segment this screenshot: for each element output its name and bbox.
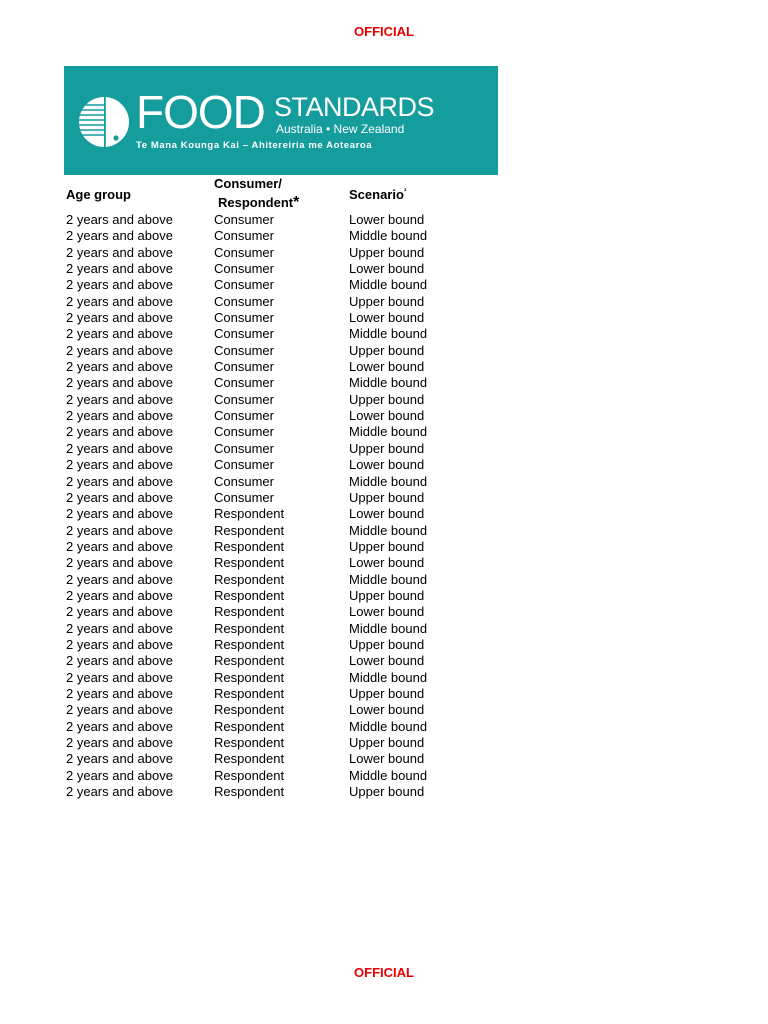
- logo-food-wordmark: FOOD: [136, 86, 265, 138]
- official-marking-bottom: OFFICIAL: [354, 965, 414, 980]
- table-row: [0, 523, 768, 539]
- cell-consumer-respondent: Consumer: [214, 359, 274, 375]
- header-age-group: Age group: [66, 187, 131, 202]
- table-row: [0, 392, 768, 408]
- header-footnote-star: *: [293, 194, 300, 211]
- cell-consumer-respondent: Consumer: [214, 391, 274, 407]
- cell-consumer-respondent: Consumer: [214, 424, 274, 440]
- cell-consumer-respondent: Respondent: [214, 669, 285, 685]
- cell-age-group: 2 years and above: [66, 522, 173, 538]
- cell-age-group: 2 years and above: [66, 767, 173, 783]
- table-row: [0, 768, 768, 784]
- cell-scenario: Upper bound: [349, 735, 425, 750]
- cell-scenario: Middle bound: [349, 718, 428, 734]
- table-row: [0, 375, 768, 391]
- cell-consumer-respondent: Consumer: [214, 342, 274, 358]
- data-table-body: [0, 212, 768, 800]
- cell-consumer-respondent: Respondent: [214, 620, 285, 636]
- table-row: [0, 653, 768, 669]
- table-row: [0, 277, 768, 293]
- table-row: [0, 702, 768, 718]
- cell-consumer-respondent: Consumer: [214, 212, 274, 227]
- cell-scenario: Middle bound: [349, 473, 428, 489]
- cell-age-group: 2 years and above: [66, 620, 173, 636]
- cell-consumer-respondent: Consumer: [214, 440, 274, 456]
- cell-consumer-respondent: Consumer: [214, 228, 274, 244]
- table-row: [0, 424, 768, 440]
- cell-consumer-respondent: Consumer: [214, 293, 274, 309]
- cell-consumer-respondent: Respondent: [214, 751, 285, 767]
- table-row: [0, 637, 768, 653]
- table-row: [0, 539, 768, 555]
- cell-scenario: Middle bound: [349, 767, 428, 783]
- cell-age-group: 2 years and above: [66, 391, 173, 407]
- table-row: [0, 555, 768, 571]
- cell-scenario: Lower bound: [349, 653, 425, 669]
- cell-scenario: Lower bound: [349, 310, 425, 326]
- table-row: [0, 751, 768, 767]
- cell-age-group: 2 years and above: [66, 359, 173, 375]
- table-row: [0, 784, 768, 800]
- cell-consumer-respondent: Consumer: [214, 277, 274, 293]
- cell-consumer-respondent: Consumer: [214, 310, 274, 326]
- cell-scenario: Lower bound: [349, 457, 425, 473]
- table-row: [0, 572, 768, 588]
- cell-age-group: 2 years and above: [66, 735, 173, 750]
- cell-consumer-respondent: Consumer: [214, 489, 274, 505]
- cell-scenario: Lower bound: [349, 261, 425, 277]
- cell-age-group: 2 years and above: [66, 277, 173, 293]
- header-respondent-label: Respondent: [218, 195, 294, 210]
- cell-consumer-respondent: Respondent: [214, 702, 285, 718]
- cell-age-group: 2 years and above: [66, 408, 173, 424]
- table-row: [0, 359, 768, 375]
- table-row: [0, 228, 768, 244]
- cell-age-group: 2 years and above: [66, 375, 173, 391]
- cell-consumer-respondent: Respondent: [214, 538, 285, 554]
- cell-consumer-respondent: Consumer: [214, 408, 274, 424]
- cell-age-group: 2 years and above: [66, 293, 173, 309]
- cell-age-group: 2 years and above: [66, 326, 173, 342]
- cell-consumer-respondent: Consumer: [214, 473, 274, 489]
- cell-scenario: Middle bound: [349, 375, 428, 391]
- cell-age-group: 2 years and above: [66, 457, 173, 473]
- cell-scenario: Upper bound: [349, 440, 425, 456]
- cell-scenario: Lower bound: [349, 604, 425, 620]
- cell-consumer-respondent: Respondent: [214, 653, 285, 669]
- cell-age-group: 2 years and above: [66, 604, 173, 620]
- cell-scenario: Lower bound: [349, 408, 425, 424]
- table-row: [0, 245, 768, 261]
- cell-age-group: 2 years and above: [66, 571, 173, 587]
- table-row: [0, 294, 768, 310]
- logo-maori-text: Te Mana Kounga Kai – Ahitereiria me Aotearoa: [136, 140, 373, 151]
- table-row: [0, 719, 768, 735]
- cell-scenario: Middle bound: [349, 669, 428, 685]
- header-footnote-one: ¹: [403, 186, 407, 196]
- cell-scenario: Upper bound: [349, 293, 425, 309]
- cell-age-group: 2 years and above: [66, 310, 173, 326]
- header-respondent: [218, 195, 299, 211]
- cell-scenario: Upper bound: [349, 538, 425, 554]
- cell-consumer-respondent: Respondent: [214, 571, 285, 587]
- cell-consumer-respondent: Respondent: [214, 636, 285, 652]
- table-row: [0, 310, 768, 326]
- table-row: [0, 735, 768, 751]
- cell-consumer-respondent: Respondent: [214, 604, 285, 620]
- cell-age-group: 2 years and above: [66, 751, 173, 767]
- cell-scenario: Middle bound: [349, 326, 428, 342]
- cell-age-group: 2 years and above: [66, 669, 173, 685]
- table-row: [0, 343, 768, 359]
- cell-age-group: 2 years and above: [66, 702, 173, 718]
- cell-consumer-respondent: Respondent: [214, 685, 285, 701]
- cell-age-group: 2 years and above: [66, 718, 173, 734]
- cell-age-group: 2 years and above: [66, 424, 173, 440]
- table-row: [0, 408, 768, 424]
- cell-scenario: Lower bound: [349, 212, 425, 227]
- cell-consumer-respondent: Respondent: [214, 555, 285, 571]
- cell-scenario: Upper bound: [349, 244, 425, 260]
- cell-age-group: 2 years and above: [66, 587, 173, 603]
- cell-age-group: 2 years and above: [66, 244, 173, 260]
- header-scenario: [349, 187, 407, 203]
- cell-consumer-respondent: Consumer: [214, 244, 274, 260]
- cell-age-group: 2 years and above: [66, 212, 173, 227]
- cell-consumer-respondent: Respondent: [214, 735, 285, 750]
- table-row: [0, 686, 768, 702]
- cell-scenario: Upper bound: [349, 391, 425, 407]
- table-row: [0, 457, 768, 473]
- cell-scenario: Lower bound: [349, 751, 425, 767]
- table-row: [0, 604, 768, 620]
- cell-scenario: Middle bound: [349, 571, 428, 587]
- table-row: [0, 588, 768, 604]
- logo-region-text: Australia • New Zealand: [276, 122, 405, 136]
- cell-age-group: 2 years and above: [66, 784, 173, 800]
- cell-consumer-respondent: Respondent: [214, 767, 285, 783]
- cell-age-group: 2 years and above: [66, 342, 173, 358]
- fsanz-globe-logo-icon: [78, 96, 130, 148]
- cell-scenario: Upper bound: [349, 587, 425, 603]
- cell-age-group: 2 years and above: [66, 473, 173, 489]
- cell-age-group: 2 years and above: [66, 506, 173, 522]
- table-row: [0, 326, 768, 342]
- cell-age-group: 2 years and above: [66, 489, 173, 505]
- cell-age-group: 2 years and above: [66, 261, 173, 277]
- cell-consumer-respondent: Respondent: [214, 506, 285, 522]
- table-row: [0, 212, 768, 228]
- cell-consumer-respondent: Consumer: [214, 326, 274, 342]
- cell-scenario: Middle bound: [349, 620, 428, 636]
- cell-scenario: Lower bound: [349, 702, 425, 718]
- cell-scenario: Lower bound: [349, 359, 425, 375]
- cell-scenario: Middle bound: [349, 424, 428, 440]
- cell-scenario: Middle bound: [349, 228, 428, 244]
- cell-age-group: 2 years and above: [66, 228, 173, 244]
- table-row: [0, 441, 768, 457]
- cell-age-group: 2 years and above: [66, 555, 173, 571]
- official-marking-top: OFFICIAL: [354, 24, 414, 39]
- cell-scenario: Lower bound: [349, 506, 425, 522]
- logo-standards-wordmark: STANDARDS: [274, 92, 435, 122]
- cell-consumer-respondent: Consumer: [214, 457, 274, 473]
- cell-scenario: Lower bound: [349, 555, 425, 571]
- cell-consumer-respondent: Respondent: [214, 587, 285, 603]
- table-row: [0, 670, 768, 686]
- cell-consumer-respondent: Respondent: [214, 784, 285, 800]
- cell-consumer-respondent: Respondent: [214, 718, 285, 734]
- cell-consumer-respondent: Consumer: [214, 375, 274, 391]
- cell-scenario: Upper bound: [349, 489, 425, 505]
- cell-scenario: Middle bound: [349, 277, 428, 293]
- cell-age-group: 2 years and above: [66, 538, 173, 554]
- cell-scenario: Middle bound: [349, 522, 428, 538]
- header-scenario-label: Scenario: [349, 187, 404, 202]
- cell-scenario: Upper bound: [349, 636, 425, 652]
- cell-consumer-respondent: Consumer: [214, 261, 274, 277]
- header-consumer: Consumer/: [214, 176, 282, 191]
- cell-consumer-respondent: Respondent: [214, 522, 285, 538]
- table-row: [0, 621, 768, 637]
- cell-age-group: 2 years and above: [66, 653, 173, 669]
- table-row: [0, 474, 768, 490]
- table-row: [0, 490, 768, 506]
- cell-scenario: Upper bound: [349, 685, 425, 701]
- cell-age-group: 2 years and above: [66, 440, 173, 456]
- fsanz-logo-banner: [64, 66, 498, 175]
- cell-scenario: Upper bound: [349, 784, 425, 800]
- table-row: [0, 506, 768, 522]
- table-row: [0, 261, 768, 277]
- cell-scenario: Upper bound: [349, 342, 425, 358]
- cell-age-group: 2 years and above: [66, 685, 173, 701]
- cell-age-group: 2 years and above: [66, 636, 173, 652]
